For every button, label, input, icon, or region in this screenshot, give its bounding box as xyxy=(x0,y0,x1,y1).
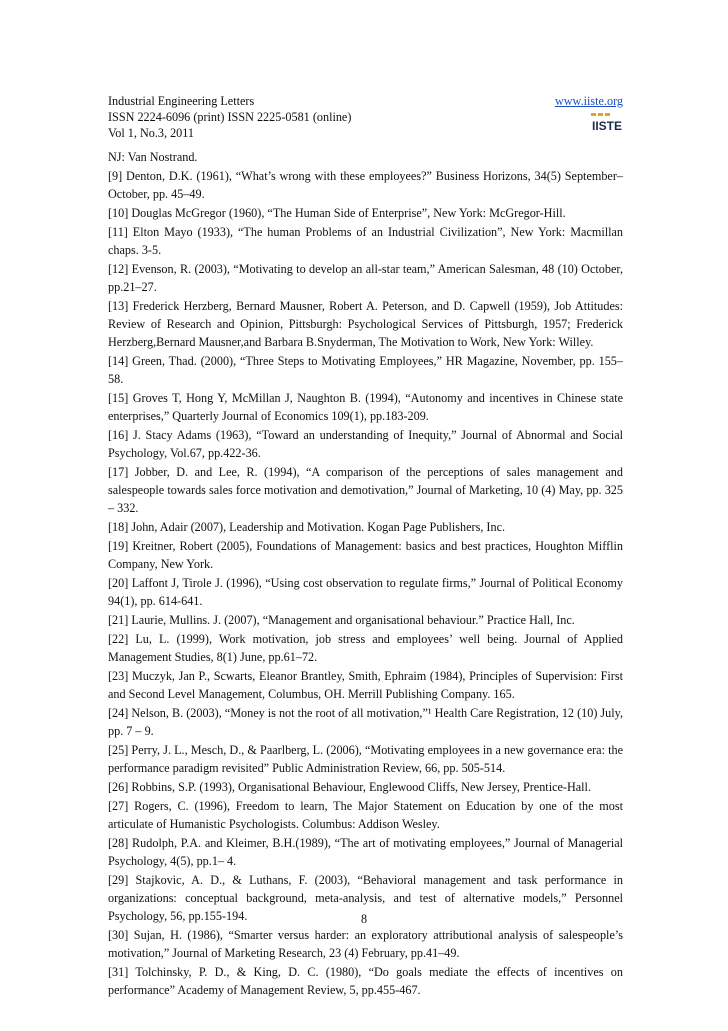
reference-item: [28] Rudolph, P.A. and Kleimer, B.H.(1989), “The art of motivating employees,” Journal of Managerial Psychology, 4(5), pp.1– 4. xyxy=(108,836,623,868)
reference-item: [19] Kreitner, Robert (2005), Foundations of Management: basics and best practices, Houghton Mifflin Company, New York. xyxy=(108,539,623,571)
reference-item: [13] Frederick Herzberg, Bernard Mausner, Robert A. Peterson, and D. Capwell (1959), Job Attitudes: Review of Research and Opinion, Pittsburgh: Psychological Services of Pittsburgh, 1957; Frederick Herzberg,Bernard Mausner,and Barbara B.Snyderman, The Motivation to Work, New York: Willey. xyxy=(108,299,623,349)
reference-item: [12] Evenson, R. (2003), “Motivating to develop an all-star team,” American Salesman, 48 (10) October, pp.21–27. xyxy=(108,262,623,294)
volume-line: Vol 1, No.3, 2011 xyxy=(108,126,194,140)
reference-item: [22] Lu, L. (1999), Work motivation, job stress and employees’ well being. Journal of Applied Management Studies, 8(1) June, pp.61–72. xyxy=(108,632,623,664)
svg-text:IISTE: IISTE xyxy=(592,119,623,132)
reference-item: [24] Nelson, B. (2003), “Money is not the root of all motivation,”¹ Health Care Registration, 12 (10) July, pp. 7 – 9. xyxy=(108,706,623,738)
reference-item: [26] Robbins, S.P. (1993), Organisational Behaviour, Englewood Cliffs, New Jersey, Prentice-Hall. xyxy=(108,780,591,794)
issn-line: ISSN 2224-6096 (print) ISSN 2225-0581 (online) xyxy=(108,110,352,124)
reference-item: [16] J. Stacy Adams (1963), “Toward an understanding of Inequity,” Journal of Abnormal and Social Psychology, Vol.67, pp.422-36. xyxy=(108,428,623,460)
reference-item: [10] Douglas McGregor (1960), “The Human Side of Enterprise”, New York: McGregor-Hill. xyxy=(108,206,566,220)
reference-item: [30] Sujan, H. (1986), “Smarter versus harder: an exploratory attributional analysis of salespeople’s motivation,” Journal of Marketing Research, 23 (4) February, pp.41–49. xyxy=(108,928,623,960)
reference-item: [31] Tolchinsky, P. D., & King, D. C. (1980), “Do goals mediate the effects of incentives on performance” Academy of Management Review, 5, pp.455-467. xyxy=(108,965,623,997)
reference-item: [27] Rogers, C. (1996), Freedom to learn, The Major Statement on Education by one of the most articulate of Humanistic Psychologists. Columbus: Addison Wesley. xyxy=(108,799,623,831)
reference-item: [18] John, Adair (2007), Leadership and Motivation. Kogan Page Publishers, Inc. xyxy=(108,520,506,534)
reference-item: NJ: Van Nostrand. xyxy=(108,150,198,164)
iiste-logo xyxy=(590,112,624,132)
journal-name: Industrial Engineering Letters xyxy=(108,94,255,108)
reference-list xyxy=(108,148,623,1000)
reference-item: [20] Laffont J, Tirole J. (1996), “Using cost observation to regulate firms,” Journal of Political Economy 94(1), pp. 614-641. xyxy=(108,576,623,608)
journal-website-link[interactable]: www.iiste.org xyxy=(554,94,623,108)
page-header xyxy=(108,93,623,141)
reference-item: [17] Jobber, D. and Lee, R. (1994), “A comparison of the perceptions of sales management and salespeople towards sales force motivation and demotivation,” Journal of Marketing, 10 (4) May, pp. 325 – 332. xyxy=(108,465,623,515)
reference-item: [14] Green, Thad. (2000), “Three Steps to Motivating Employees,” HR Magazine, November, pp. 155–58. xyxy=(108,354,623,386)
reference-item: [23] Muczyk, Jan P., Scwarts, Eleanor Brantley, Smith, Ephraim (1984), Principles of Supervision: First and Second Level Management, Columbus, OH. Merrill Publishing Company. 165. xyxy=(108,669,623,701)
reference-item: [11] Elton Mayo (1933), “The human Problems of an Industrial Civilization”, New York: Macmillan chaps. 3-5. xyxy=(108,225,623,257)
reference-item: [25] Perry, J. L., Mesch, D., & Paarlberg, L. (2006), “Motivating employees in a new governance era: the performance paradigm revisited” Public Administration Review, 66, pp. 505-514. xyxy=(108,743,623,775)
reference-item: [21] Laurie, Mullins. J. (2007), “Management and organisational behaviour.” Practice Hall, Inc. xyxy=(108,613,575,627)
page-number: 8 xyxy=(360,912,368,926)
reference-item: [15] Groves T, Hong Y, McMillan J, Naughton B. (1994), “Autonomy and incentives in Chinese state enterprises,” Quarterly Journal of Economics 109(1), pp.183-209. xyxy=(108,391,623,423)
reference-item: [29] Stajkovic, A. D., & Luthans, F. (2003), “Behavioral management and task performance in organizations: conceptual background, meta-analysis, and test of alternative models,” Personnel Psychology, 56, pp.155-194. xyxy=(108,873,623,923)
reference-item: [9] Denton, D.K. (1961), “What’s wrong with these employees?” Business Horizons, 34(5) September–October, pp. 45–49. xyxy=(108,169,623,201)
